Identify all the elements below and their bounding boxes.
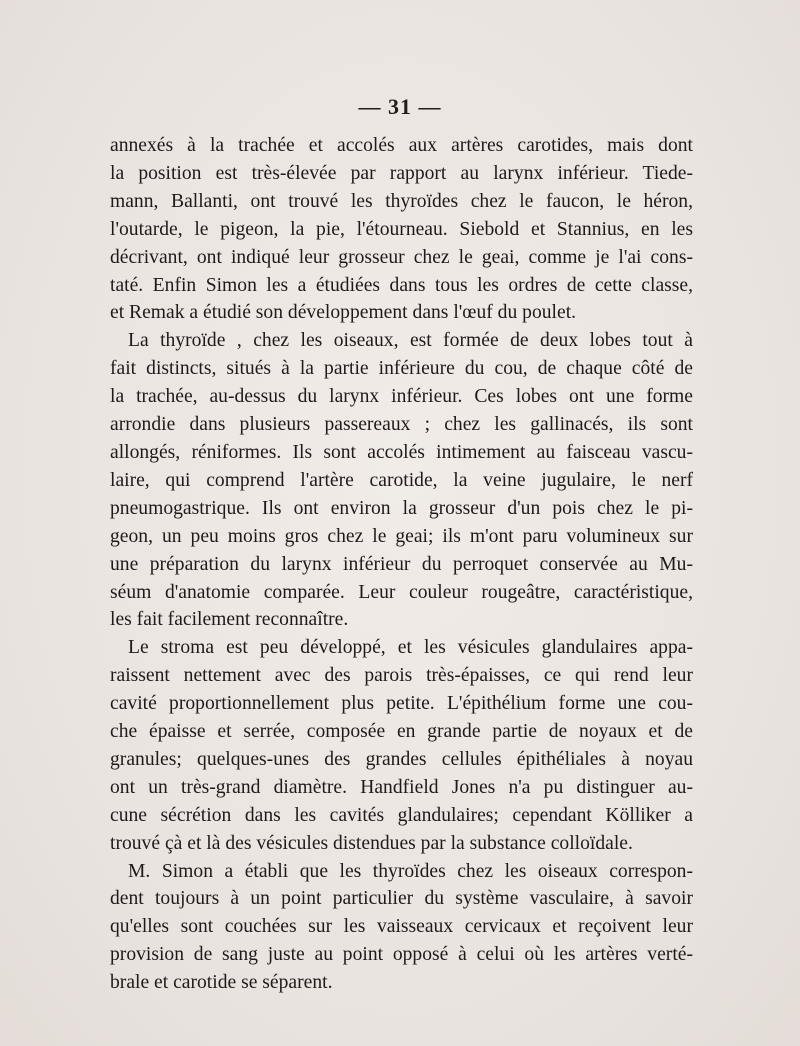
text-line: pneumogastrique. Ils ont environ la grosseur d'un pois chez le pi- bbox=[110, 497, 693, 519]
text-line: geon, un peu moins gros chez le geai; ils m'ont paru volumineux sur bbox=[110, 525, 693, 547]
text-line: une préparation du larynx inférieur du perroquet conservée au Mu- bbox=[110, 553, 693, 575]
text-line: brale et carotide se séparent. bbox=[110, 972, 333, 994]
paragraph-3 bbox=[110, 634, 693, 857]
text-line: l'outarde, le pigeon, la pie, l'étourneau. Siebold et Stannius, en les bbox=[110, 218, 693, 240]
text-line: cavité proportionnellement plus petite. L'épithélium forme une cou- bbox=[110, 693, 693, 715]
page-number: — 31 — bbox=[358, 94, 442, 119]
text-line: qu'elles sont couchées sur les vaisseaux cervicaux et reçoivent leur bbox=[110, 916, 693, 938]
text-line: annexés à la trachée et accolés aux artères carotides, mais dont bbox=[110, 135, 693, 156]
text-line: La thyroïde , chez les oiseaux, est formée de deux lobes tout à bbox=[128, 330, 693, 352]
text-line: dent toujours à un point particulier du système vasculaire, à savoir bbox=[110, 888, 693, 910]
text-line: M. Simon a établi que les thyroïdes chez les oiseaux correspon- bbox=[128, 860, 693, 882]
text-line: la position est très-élevée par rapport au larynx inférieur. Tiede- bbox=[110, 162, 693, 184]
text-line: séum d'anatomie comparée. Leur couleur rougeâtre, caractéristique, bbox=[110, 581, 693, 603]
text-line: taté. Enfin Simon les a étudiées dans tous les ordres de cette classe, bbox=[110, 274, 693, 296]
text-line: Le stroma est peu développé, et les vésicules glandulaires appa- bbox=[128, 637, 693, 659]
text-line: mann, Ballanti, ont trouvé les thyroïdes chez le faucon, le héron, bbox=[110, 190, 693, 212]
text-line: décrivant, ont indiqué leur grosseur chez le geai, comme je l'ai cons- bbox=[110, 246, 693, 268]
paragraph-1 bbox=[110, 132, 693, 327]
text-line: cune sécrétion dans les cavités glandulaires; cependant Kölliker a bbox=[110, 804, 693, 826]
text-line: arrondie dans plusieurs passereaux ; chez les gallinacés, ils sont bbox=[110, 414, 693, 436]
paragraph-4 bbox=[110, 858, 693, 998]
text-line: la trachée, au-dessus du larynx inférieur. Ces lobes ont une forme bbox=[110, 386, 693, 408]
text-line: laire, qui comprend l'artère carotide, la veine jugulaire, le nerf bbox=[110, 469, 693, 491]
body-text bbox=[110, 132, 693, 997]
text-line: ont un très-grand diamètre. Handfield Jones n'a pu distinguer au- bbox=[110, 776, 693, 798]
text-line: che épaisse et serrée, composée en grande partie de noyaux et de bbox=[110, 721, 693, 743]
text-line: et Remak a étudié son développement dans l'œuf du poulet. bbox=[110, 302, 577, 324]
text-line: granules; quelques-unes des grandes cellules épithéliales à noyau bbox=[110, 748, 693, 770]
text-line: raissent nettement avec des parois très-épaisses, ce qui rend leur bbox=[110, 665, 693, 687]
text-line: provision de sang juste au point opposé à celui où les artères verté- bbox=[110, 944, 693, 966]
text-line: allongés, réniformes. Ils sont accolés intimement au faisceau vascu- bbox=[110, 441, 693, 463]
paragraph-2 bbox=[110, 327, 693, 634]
text-line: les fait facilement reconnaître. bbox=[110, 609, 349, 631]
text-line: trouvé çà et là des vésicules distendues par la substance colloïdale. bbox=[110, 832, 633, 854]
text-line: fait distincts, situés à la partie inférieure du cou, de chaque côté de bbox=[110, 358, 693, 380]
